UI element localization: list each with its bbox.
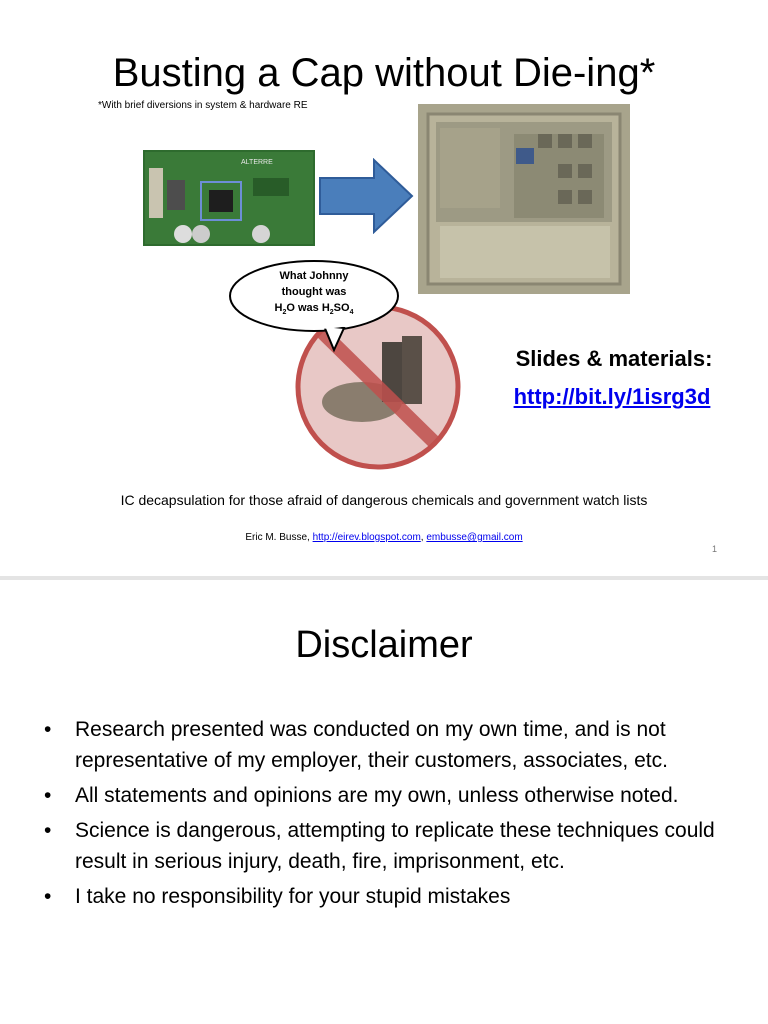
slide-subtitle: IC decapsulation for those afraid of dangerous chemicals and government watch lists: [120, 492, 648, 508]
pcb-photo: [143, 150, 315, 246]
bubble-text: What Johnny thought was $H_2O$ was $H_2SO_4$: [274, 270, 354, 317]
title-footnote: *With brief diversions in system & hardware RE: [98, 100, 308, 111]
slides-materials-label: Slides & materials:: [515, 346, 713, 371]
page-number: 1: [712, 544, 718, 554]
bullet-icon: •: [44, 784, 52, 807]
slide-title: Disclaimer: [295, 624, 473, 666]
blog-link[interactable]: http://eirev.blogspot.com: [312, 532, 421, 543]
list-item: • Research presented was conducted on my own time, and is not representative of my employer, their customers, associates, etc.: [44, 714, 724, 776]
list-item: • I take no responsibility for your stupid mistakes: [44, 881, 724, 912]
author-line: Eric M. Busse, http://eirev.blogspot.com, embusse@gmail.com: [245, 532, 523, 543]
list-item: • Science is dangerous, attempting to replicate these techniques could result in serious injury, death, fire, imprisonment, etc.: [44, 815, 724, 877]
email-link[interactable]: embusse@gmail.com: [426, 532, 523, 543]
die-photo: [418, 104, 630, 294]
bullet-icon: •: [44, 718, 52, 741]
pcb-label: ALTERRE: [241, 159, 273, 166]
list-item: • All statements and opinions are my own, unless otherwise noted.: [44, 780, 724, 811]
slide-2: [0, 580, 768, 1024]
bullet-list: [44, 714, 724, 916]
slides-link[interactable]: http://bit.ly/1isrg3d: [513, 384, 711, 409]
right-arrow-icon: [318, 158, 414, 234]
bullet-icon: •: [44, 885, 52, 908]
bullet-icon: •: [44, 819, 52, 842]
slide-title: Busting a Cap without Die-ing*: [112, 51, 656, 95]
